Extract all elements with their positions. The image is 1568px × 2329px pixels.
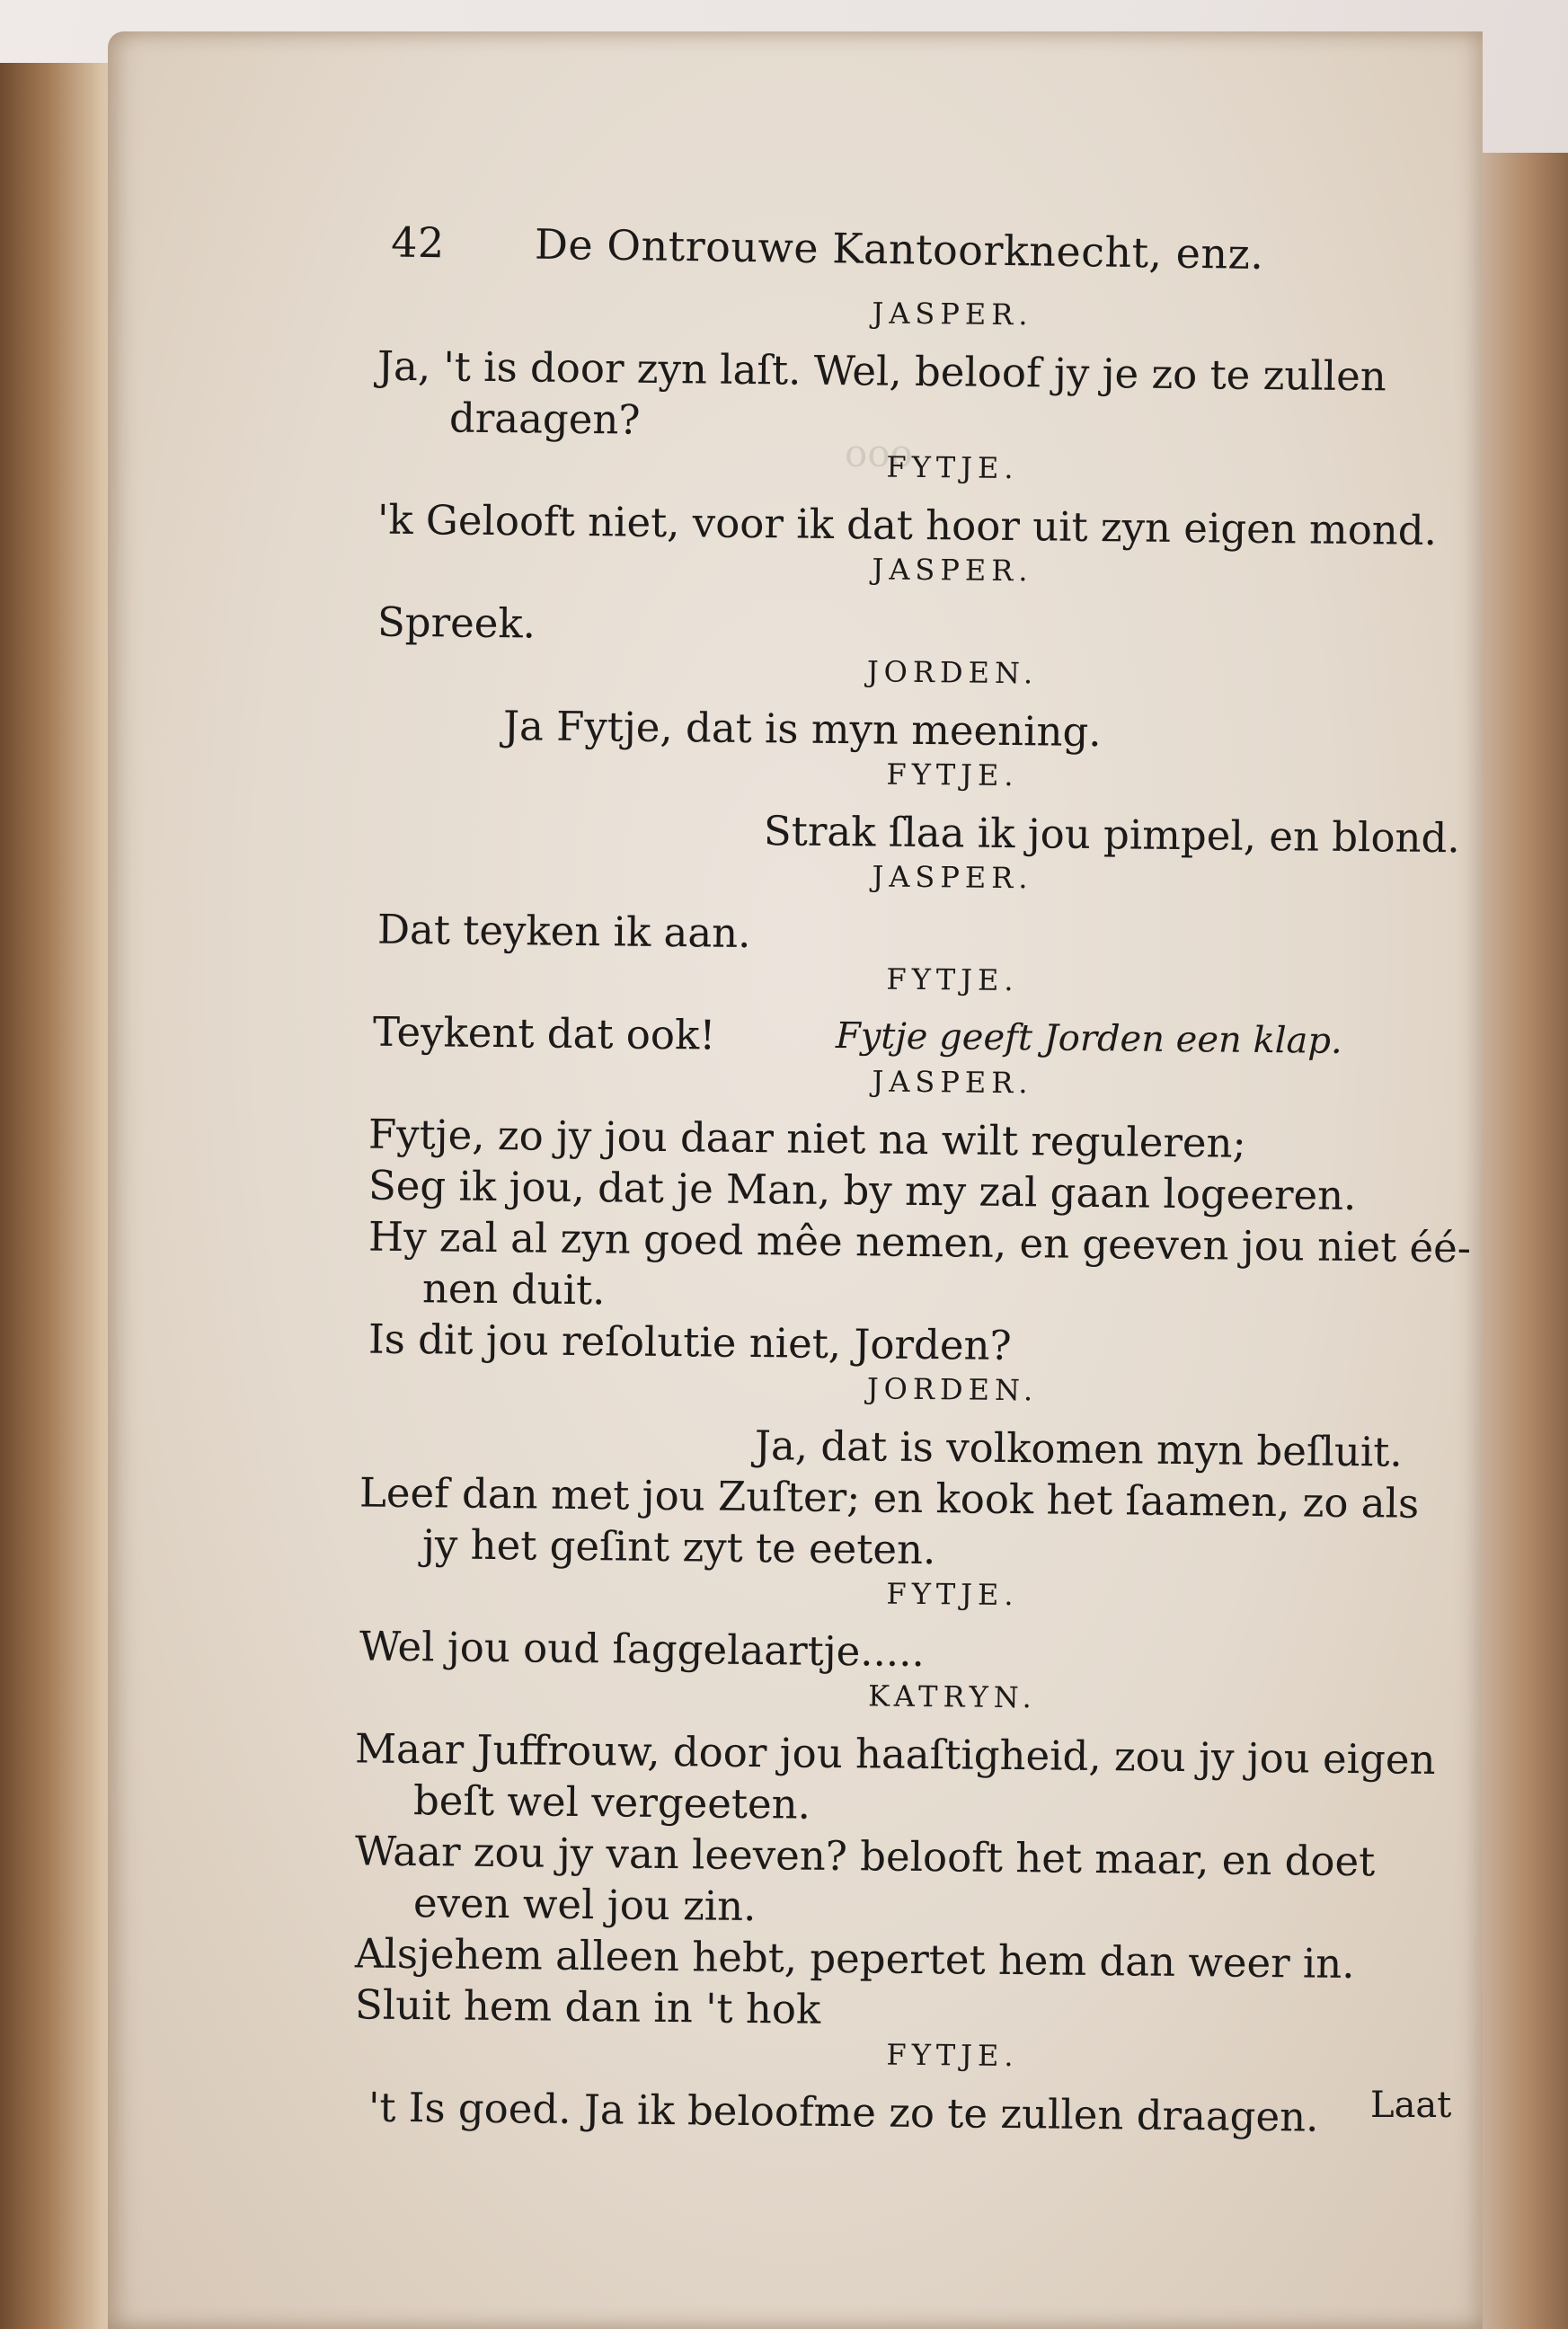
dialogue-line: Hy zal al zyn goed mêe nemen, en geeven jou niet éé- xyxy=(368,1212,1472,1272)
dialogue-line: 't Is goed. Ja ik beloofme zo te zullen draagen. xyxy=(368,2083,1319,2141)
dialogue-line: Ja, dat is volkomen myn beſluit. xyxy=(754,1421,1403,1476)
dialogue-line: Waar zou jy van leeven? belooft het maar, en doet xyxy=(354,1827,1376,1886)
dialogue-line: Ja Fytje, dat is myn meening. xyxy=(502,702,1102,757)
speaker-name: FYTJE. xyxy=(886,449,1019,486)
dialogue-line: Sluit hem dan in 't hok xyxy=(354,1980,821,2033)
dialogue-line: 'k Gelooft niet, voor ik dat hoor uit zyn eigen mond. xyxy=(376,495,1438,555)
page-number: 42 xyxy=(390,217,446,268)
dialogue-line: Ja, 't is door zyn laſt. Wel, beloof jy je zo te zullen xyxy=(376,341,1386,401)
play-text xyxy=(234,288,1472,2141)
dialogue-line: Strak ſlaa ik jou pimpel, en blond. xyxy=(763,807,1460,863)
dialogue-line: Seg ik jou, dat je Man, by my zal gaan logeeren. xyxy=(368,1161,1357,1220)
speaker-name: JASPER. xyxy=(872,552,1033,589)
dialogue-line: beſt wel vergeeten. xyxy=(412,1776,811,1829)
speaker-name: JASPER. xyxy=(872,296,1033,332)
dialogue-line: Alsjehem alleen hebt, pepertet hem dan weer in. xyxy=(354,1929,1355,1988)
running-title: De Ontrouwe Kantoorknecht, enz. xyxy=(534,219,1264,279)
dialogue-line: Fytje, zo jy jou daar niet na wilt reguleren; xyxy=(368,1110,1246,1167)
dialogue-line: Maar Juffrouw, door jou haaſtigheid, zou jy jou eigen xyxy=(354,1724,1436,1784)
speaker-name: JORDEN. xyxy=(866,1371,1039,1408)
dialogue-line: Leef dan met jou Zuſter; en kook het ſaamen, zo als xyxy=(359,1468,1420,1528)
speaker-name: JASPER. xyxy=(872,859,1033,896)
dialogue-line: even wel jou zin. xyxy=(412,1879,757,1931)
dialogue-line: nen duit. xyxy=(421,1264,606,1315)
dialogue-line: Wel jou oud ſaggelaartje..... xyxy=(359,1622,926,1677)
bleed-through-text: ooo xyxy=(845,431,913,475)
dialogue-line: Spreek. xyxy=(376,598,536,648)
speaker-name: JASPER. xyxy=(872,1064,1033,1101)
dialogue-line: draagen? xyxy=(448,394,641,444)
stage-direction: Fytje geeft Jorden een klap. xyxy=(835,1015,1342,1062)
speaker-name: FYTJE. xyxy=(886,757,1019,793)
catchword: Laat xyxy=(1370,2085,1452,2126)
speaker-name: FYTJE. xyxy=(886,961,1019,998)
dialogue-line: Dat teyken ik aan. xyxy=(376,905,751,958)
speaker-name: FYTJE. xyxy=(886,1576,1019,1613)
speaker-name: JORDEN. xyxy=(866,654,1039,691)
speaker-name: KATRYN. xyxy=(867,1678,1038,1715)
dialogue-line: jy het geſint zyt te eeten. xyxy=(421,1520,936,1574)
dialogue-line: Is dit jou reſolutie niet, Jorden? xyxy=(368,1315,1012,1370)
dialogue-text: Teykent dat ook! xyxy=(372,1007,716,1059)
page-content xyxy=(234,216,1472,2141)
book-right-edge xyxy=(1483,153,1568,2329)
speaker-name: FYTJE. xyxy=(886,2037,1019,2074)
